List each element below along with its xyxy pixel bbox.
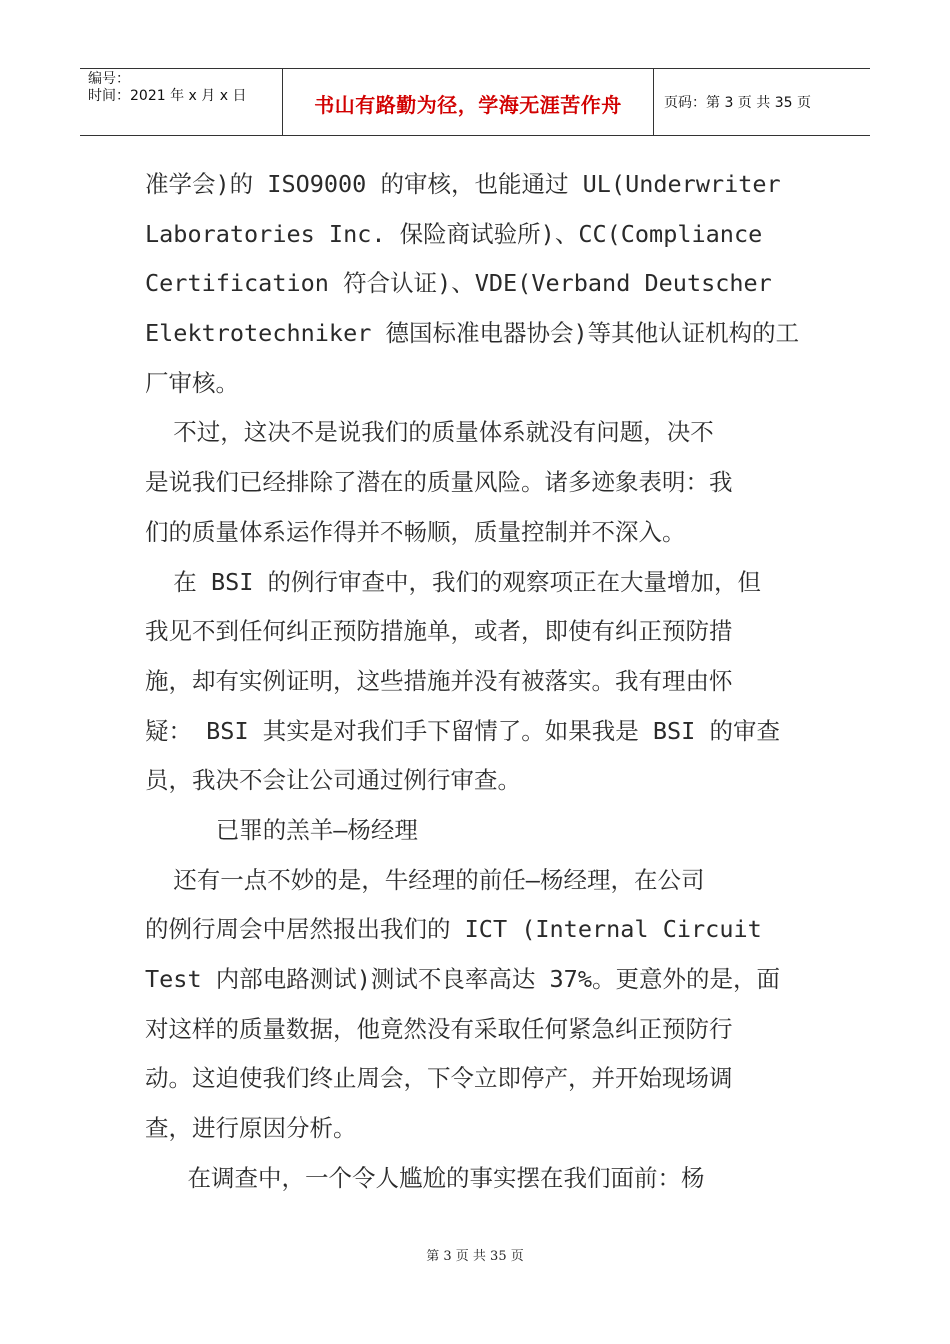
body-line: Test 内部电路测试)测试不良率高达 37%。更意外的是，面: [145, 965, 780, 993]
document-header: [80, 68, 870, 136]
body-line: 在 BSI 的例行审查中，我们的观察项正在大量增加，但: [145, 567, 762, 596]
header-page-number: 页码：第 3 页 共 35 页: [664, 95, 811, 111]
header-page-cell: [654, 69, 870, 135]
body-line: 施，却有实例证明，这些措施并没有被落实。我有理由怀: [145, 666, 733, 695]
body-line: 的例行周会中居然报出我们的 ICT (Internal Circuit: [145, 915, 762, 944]
body-line: 员，我决不会让公司通过例行审查。: [145, 766, 521, 795]
document-body: [145, 160, 815, 1203]
document-date: 时间：2021 年 x 月 x 日: [88, 88, 247, 104]
body-line: 们的质量体系运作得并不畅顺，质量控制并不深入。: [145, 517, 686, 546]
footer-page-number: 第 3 页 共 35 页: [426, 1249, 524, 1264]
header-motto: 书山有路勤为径，学海无涯苦作舟: [314, 92, 622, 117]
body-line: Elektrotechniker 德国标准电器协会)等其他认证机构的工: [145, 319, 800, 348]
body-line: 动。这迫使我们终止周会，下令立即停产，并开始现场调: [145, 1064, 733, 1093]
document-number-label: 编号：: [88, 71, 130, 87]
body-line: 还有一点不妙的是，牛经理的前任—杨经理，在公司: [145, 865, 705, 894]
body-line: Certification 符合认证)、VDE(Verband Deutscher: [145, 269, 772, 298]
header-meta: [80, 69, 282, 135]
body-line: 对这样的质量数据，他竟然没有采取任何紧急纠正预防行: [145, 1014, 733, 1043]
body-line: 在调查中，一个令人尴尬的事实摆在我们面前：杨: [145, 1163, 705, 1192]
body-line: 我见不到任何纠正预防措施单，或者，即使有纠正预防措: [145, 617, 733, 646]
page-footer: [0, 1245, 950, 1264]
body-line: 是说我们已经排除了潜在的质量风险。诸多迹象表明：我: [145, 468, 733, 497]
body-line: 查，进行原因分析。: [145, 1114, 357, 1143]
body-line: Laboratories Inc. 保险商试验所)、CC(Compliance: [145, 219, 763, 248]
body-line: 疑： BSI 其实是对我们手下留情了。如果我是 BSI 的审查: [145, 716, 780, 745]
section-heading: 已罪的羔羊—杨经理: [145, 815, 418, 844]
body-line: 准学会)的 ISO9000 的审核，也能通过 UL(Underwriter: [145, 170, 781, 198]
body-line: 不过，这决不是说我们的质量体系就没有问题，决不: [145, 418, 714, 447]
header-motto-cell: [282, 69, 654, 135]
body-line: 厂审核。: [145, 368, 239, 397]
